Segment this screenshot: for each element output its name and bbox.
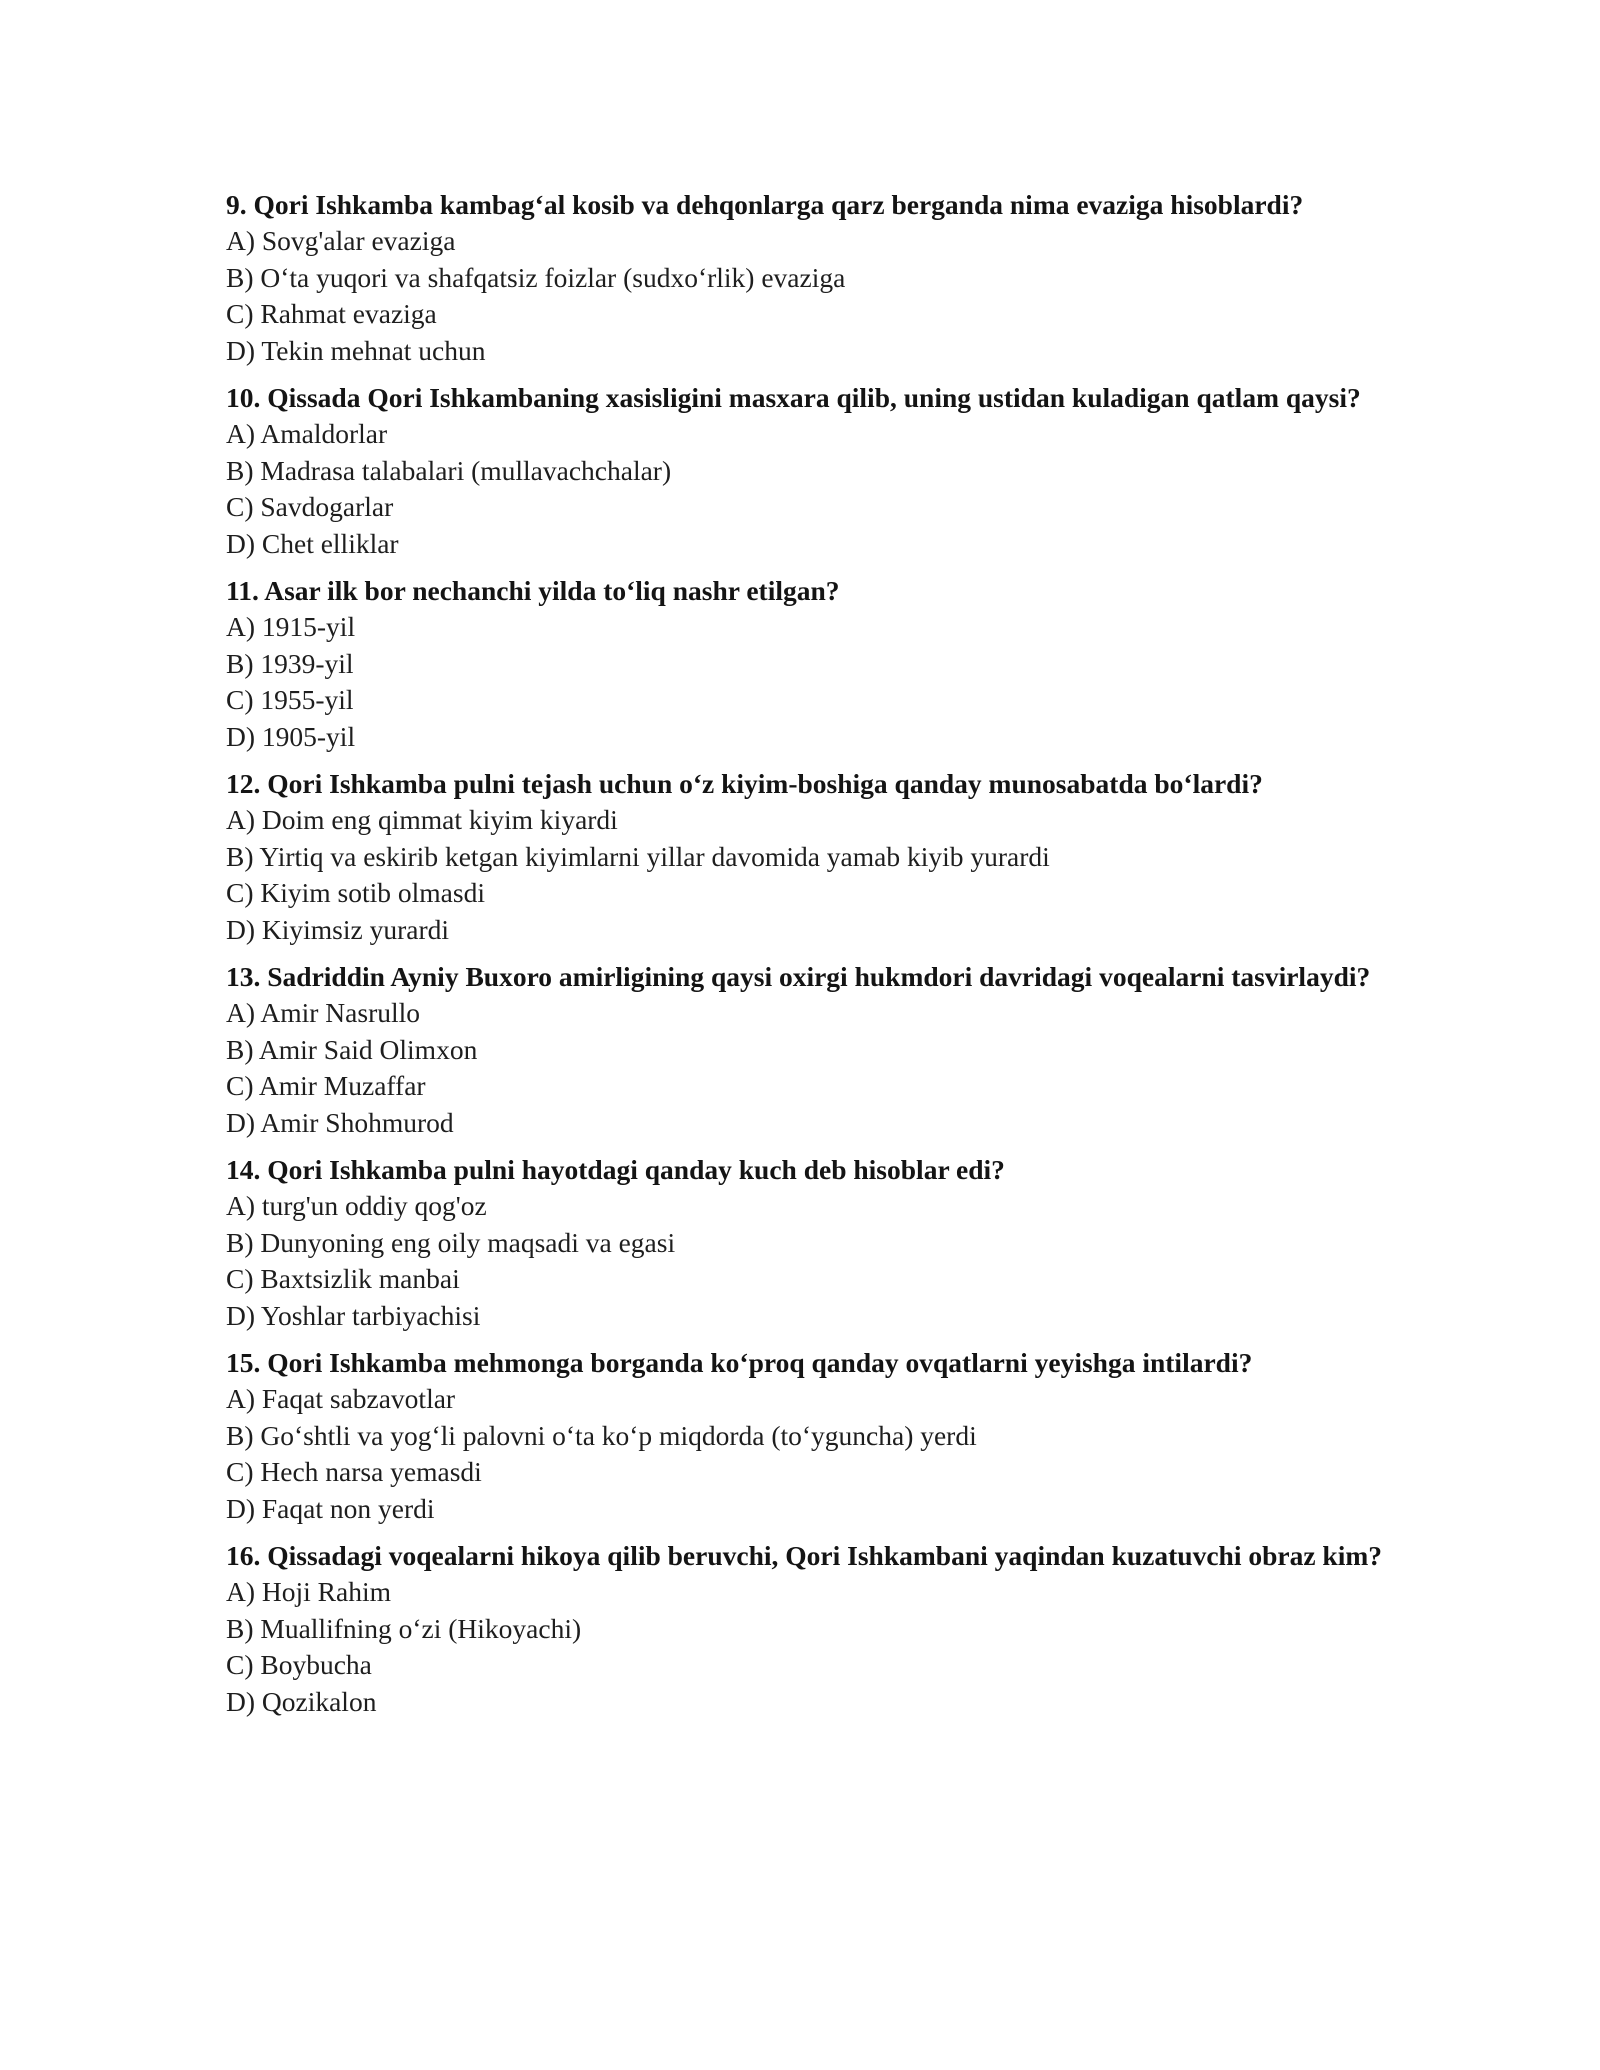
option-c: C) Rahmat evaziga — [226, 298, 437, 329]
option-d: D) Tekin mehnat uchun — [226, 334, 486, 366]
option-a: A) Doim eng qimmat kiyim kiyardi — [226, 804, 618, 835]
question-title: 10. Qissada Qori Ishkambaning xasisligini masxara qilib, uning ustidan kuladigan qatlam qaysi? — [226, 382, 1361, 413]
question-15 — [226, 1344, 1406, 1527]
question-14 — [226, 1151, 1406, 1334]
option-c: C) 1955-yil — [226, 684, 354, 715]
option-d: D) Chet elliklar — [226, 527, 399, 559]
option-a: A) Hoji Rahim — [226, 1576, 391, 1607]
question-13 — [226, 958, 1406, 1141]
question-12 — [226, 765, 1406, 948]
option-b: B) 1939-yil — [226, 647, 354, 679]
option-b: B) Madrasa talabalari (mullavachchalar) — [226, 454, 672, 486]
option-d: D) Amir Shohmurod — [226, 1106, 454, 1138]
option-a: A) 1915-yil — [226, 611, 356, 642]
question-9 — [226, 186, 1406, 369]
question-title: 16. Qissadagi voqealarni hikoya qilib beruvchi, Qori Ishkambani yaqindan kuzatuvchi obraz kim? — [226, 1540, 1383, 1571]
option-b: B) Yirtiq va eskirib ketgan kiyimlarni yillar davomida yamab kiyib yurardi — [226, 840, 1050, 872]
option-d: D) Qozikalon — [226, 1685, 377, 1717]
option-d: D) Kiyimsiz yurardi — [226, 913, 450, 945]
option-b: B) Amir Said Olimxon — [226, 1033, 478, 1065]
question-16 — [226, 1537, 1406, 1720]
question-title: 14. Qori Ishkamba pulni hayotdagi qanday kuch deb hisoblar edi? — [226, 1154, 1005, 1185]
question-title: 13. Sadriddin Ayniy Buxoro amirligining qaysi oxirgi hukmdori davridagi voqealarni tasvirlaydi? — [226, 961, 1371, 992]
option-c: C) Hech narsa yemasdi — [226, 1456, 482, 1487]
option-c: C) Amir Muzaffar — [226, 1070, 426, 1101]
option-a: A) turg'un oddiy qog'oz — [226, 1190, 487, 1221]
option-b: B) Dunyoning eng oily maqsadi va egasi — [226, 1226, 676, 1258]
option-b: B) O‘ta yuqori va shafqatsiz foizlar (sudxo‘rlik) evaziga — [226, 261, 846, 293]
question-title: 12. Qori Ishkamba pulni tejash uchun o‘z kiyim-boshiga qanday munosabatda bo‘lardi? — [226, 768, 1263, 799]
option-a: A) Sovg'alar evaziga — [226, 225, 456, 256]
option-b: B) Muallifning o‘zi (Hikoyachi) — [226, 1612, 582, 1644]
option-c: C) Boybucha — [226, 1649, 372, 1680]
question-title: 9. Qori Ishkamba kambag‘al kosib va dehqonlarga qarz berganda nima evaziga hisoblardi? — [226, 189, 1304, 220]
option-c: C) Savdogarlar — [226, 491, 394, 522]
option-a: A) Faqat sabzavotlar — [226, 1383, 456, 1414]
question-11 — [226, 572, 1406, 755]
option-c: C) Kiyim sotib olmasdi — [226, 877, 485, 908]
question-title: 11. Asar ilk bor nechanchi yilda to‘liq nashr etilgan? — [226, 575, 840, 606]
option-d: D) Yoshlar tarbiyachisi — [226, 1299, 481, 1331]
option-a: A) Amir Nasrullo — [226, 997, 421, 1028]
question-title: 15. Qori Ishkamba mehmonga borganda ko‘proq qanday ovqatlarni yeyishga intilardi? — [226, 1347, 1253, 1378]
question-10 — [226, 379, 1406, 562]
option-a: A) Amaldorlar — [226, 418, 388, 449]
option-b: B) Go‘shtli va yog‘li palovni o‘ta ko‘p miqdorda (to‘yguncha) yerdi — [226, 1419, 977, 1451]
option-d: D) 1905-yil — [226, 720, 356, 752]
question-list — [226, 186, 1406, 1730]
option-d: D) Faqat non yerdi — [226, 1492, 435, 1524]
option-c: C) Baxtsizlik manbai — [226, 1263, 460, 1294]
